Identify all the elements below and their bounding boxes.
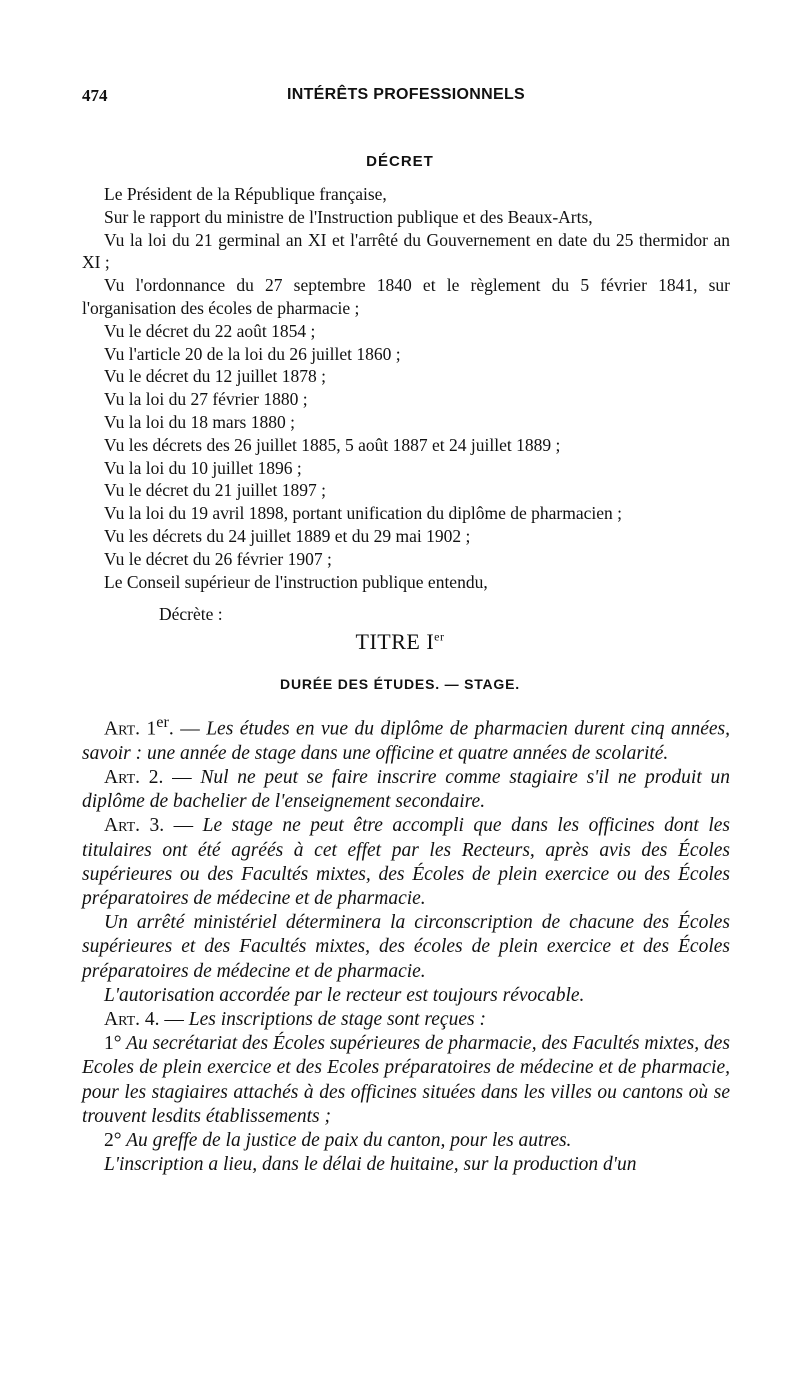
preamble-line: Vu l'ordonnance du 27 septembre 1840 et le règlement du 5 février 1841, sur l'organisation des écoles de pharmacie ; (82, 275, 730, 318)
article-1 (82, 710, 730, 766)
item-number: 1° (104, 1033, 122, 1055)
article-label: Art. 3. (104, 815, 165, 837)
page-number: 474 (82, 86, 108, 105)
articles (82, 710, 730, 1177)
titre-label: TITRE I (355, 629, 435, 654)
article-label-sup: er (156, 713, 169, 731)
article-4-last-paragraph: L'inscription a lieu, dans le délai de huitaine, sur la production d'un (104, 1154, 637, 1176)
article-label: Art. 1 (104, 718, 157, 740)
preamble-line: Vu le décret du 21 juillet 1897 ; (104, 480, 327, 501)
article-label: Art. 2. (104, 766, 164, 788)
item-text: Au greffe de la justice de paix du canton, pour les autres. (121, 1129, 572, 1151)
article-text: Les inscriptions de stage sont reçues : (188, 1008, 486, 1030)
preamble-line: Le Président de la République française, (104, 184, 387, 204)
article-2 (82, 766, 730, 814)
article-4-item-1 (82, 1032, 730, 1129)
preamble-line: Vu la loi du 10 juillet 1896 ; (104, 457, 302, 478)
preamble-line: Vu la loi du 19 avril 1898, portant unification du diplôme de pharmacien ; (104, 503, 622, 524)
preamble-line: Vu la loi du 21 germinal an XI et l'arrêté du Gouvernement en date du 25 thermidor an XI ; (82, 229, 730, 273)
preamble (82, 183, 730, 593)
article-separator: — (159, 1008, 189, 1030)
preamble-line: Vu le décret du 26 février 1907 ; (104, 548, 332, 569)
article-text: Nul ne peut se faire inscrire comme stagiaire s'il ne produit un diplôme de bachelier de l'enseignement secondaire. (82, 766, 730, 813)
article-3 (82, 814, 730, 911)
preamble-line: Vu les décrets du 24 juillet 1889 et du 29 mai 1902 ; (104, 525, 471, 546)
preamble-line: Vu l'article 20 de la loi du 26 juillet 1860 ; (104, 343, 401, 364)
section-subtitle: DURÉE DES ÉTUDES. — STAGE. (280, 676, 520, 692)
titre-heading (0, 629, 800, 655)
article-separator: — (163, 766, 201, 788)
decrete-label: Décrète : (159, 604, 223, 624)
running-head (82, 86, 730, 110)
article-separator: — (164, 815, 203, 837)
preamble-line: Vu les décrets des 26 juillet 1885, 5 août 1887 et 24 juillet 1889 ; (104, 434, 561, 455)
item-number: 2° (104, 1129, 122, 1151)
article-4 (82, 1008, 730, 1032)
preamble-line: Le Conseil supérieur de l'instruction publique entendu, (104, 571, 488, 592)
preamble-line: Sur le rapport du ministre de l'Instruction publique et des Beaux-Arts, (104, 206, 593, 227)
article-label: Art. 4. (104, 1008, 160, 1030)
article-text: Les études en vue du diplôme de pharmacien durent cinq années, savoir : une année de stage dans une officine et quatre années de scolarité. (82, 718, 731, 764)
running-title: INTÉRÊTS PROFESSIONNELS (286, 86, 526, 103)
preamble-line: Vu la loi du 27 février 1880 ; (104, 389, 308, 410)
article-4-item-2 (82, 1129, 730, 1153)
preamble-line: Vu le décret du 12 juillet 1878 ; (104, 366, 327, 387)
preamble-line: Vu la loi du 18 mars 1880 ; (104, 411, 295, 432)
article-3-paragraph-2: Un arrêté ministériel déterminera la circonscription de chacune des Écoles supérieures et des Facultés mixtes, des écoles de plein exercice et des Écoles préparatoires de médecine et de pharmacie. (82, 912, 730, 982)
article-text: Le stage ne peut être accompli que dans les officines dont les titulaires ont été agréés à cet effet par les Recteurs, après avis des Écoles supérieures ou des Facultés mixtes, des Écoles de plein exercice ou des Écoles préparatoires de médecine et de pharmacie. (82, 815, 730, 909)
article-3-paragraph-3: L'autorisation accordée par le recteur est toujours révocable. (104, 984, 585, 1006)
preamble-line: Vu le décret du 22 août 1854 ; (104, 320, 316, 341)
article-separator: . — (168, 718, 207, 740)
titre-sup: er (434, 629, 445, 644)
item-text: Au secrétariat des Écoles supérieures de pharmacie, des Facultés mixtes, des Ecoles de plein exercice et des Ecoles préparatoires de médecine et de pharmacie, pour les stagiaires attachés à des officines situées dans les villes ou cantons où se trouvent lesdits établissements ; (82, 1033, 730, 1127)
decret-title: DÉCRET (366, 153, 434, 170)
